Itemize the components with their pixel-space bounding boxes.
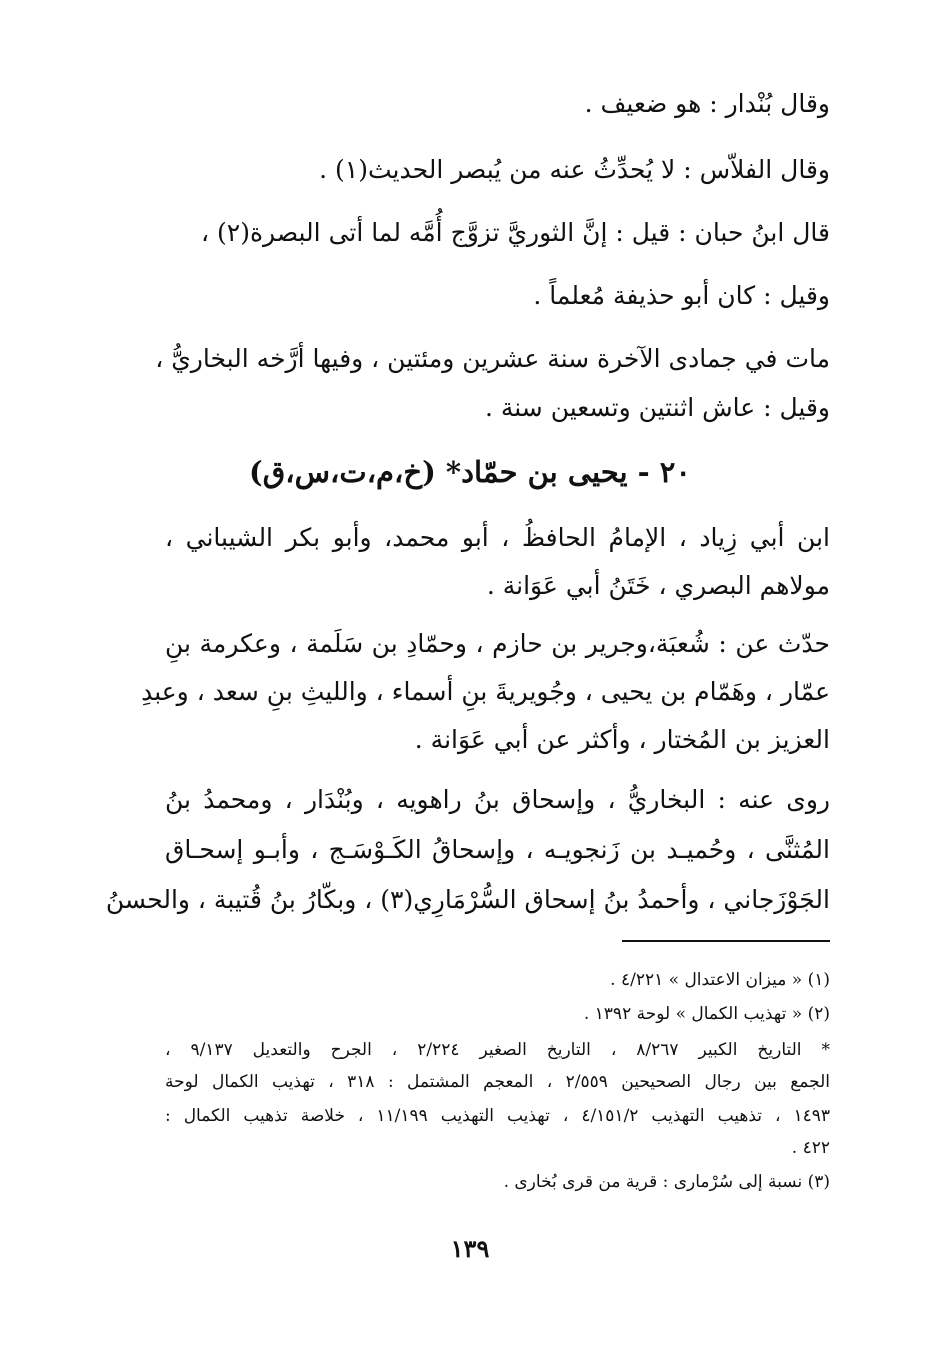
text-line: وقيل : كان أبو حذيفة مُعلماً . — [533, 281, 830, 310]
text-line: وقال بُنْدار : هو ضعيف . — [584, 89, 830, 118]
text-line: الجَوْزَجاني ، وأحمدُ بنُ إسحاق السُّرْمَارِي(٣) ، وبكّارُ بنُ قُتيبة ، والحسنُ — [105, 885, 830, 914]
text-line: روى عنه : البخاريُّ ، وإسحاق بنُ راهويه ، وبُنْدَار ، ومحمدُ بنُ — [165, 785, 830, 814]
text-line: قال ابنُ حبان : قيل : إنَّ الثوريَّ تزوَّج أُمَّه لما أتى البصرة(٢) ، — [200, 218, 830, 247]
footnote-star-line: * التاريخ الكبير ٨/٢٦٧ ، التاريخ الصغير ٢/٢٢٤ ، الجرح والتعديل ٩/١٣٧ ، — [165, 1040, 830, 1060]
text-line: المُثنَّى ، وحُميـد بن زَنجويـه ، وإسحاقُ الكَـوْسَـج ، وأبـو إسحـاق — [165, 835, 830, 864]
text-line: ابن أبي زِياد ، الإمامُ الحافظُ ، أبو محمد، وأبو بكر الشيباني ، — [165, 523, 830, 552]
entry-heading: ٢٠ - يحيى بن حمّاد* (خ،م،ت،س،ق) — [249, 455, 691, 489]
footnote-3: (٣) نسبة إلى سُرْمارى : قرية من قرى بُخارى . — [503, 1172, 830, 1192]
text-line: حدّث عن : شُعبَة،وجرير بن حازم ، وحمّادِ بن سَلَمة ، وعكرمة بنِ — [165, 629, 830, 658]
footnote-star-line: ١٤٩٣ ، تذهيب التهذيب ٤/١٥١/٢ ، تهذيب التهذيب ١١/١٩٩ ، خلاصة تذهيب الكمال : — [165, 1106, 831, 1126]
footnote-1: (١) « ميزان الاعتدال » ٤/٢٢١ . — [610, 970, 830, 990]
text-line: مات في جمادى الآخرة سنة عشرين ومئتين ، وفيها أرَّخه البخاريُّ ، — [155, 344, 830, 373]
text-line: وقيل : عاش اثنتين وتسعين سنة . — [484, 393, 830, 422]
text-line: العزيز بن المُختار ، وأكثر عن أبي عَوَانة . — [414, 725, 830, 754]
text-line: عمّار ، وهَمّام بن يحيى ، وجُويريةَ بنِ أسماء ، والليثِ بنِ سعد ، وعبدِ — [141, 677, 830, 706]
footnote-2: (٢) « تهذيب الكمال » لوحة ١٣٩٢ . — [583, 1004, 830, 1024]
footnote-separator — [622, 940, 830, 942]
footnote-star-line: الجمع بين رجال الصحيحين ٢/٥٥٩ ، المعجم المشتمل : ٣١٨ ، تهذيب الكمال لوحة — [165, 1072, 830, 1092]
footnote-star-line: ٤٢٢ . — [791, 1138, 830, 1158]
text-line: وقال الفلاّس : لا يُحدِّثُ عنه من يُبصر الحديث(١) . — [319, 155, 830, 184]
text-line: مولاهم البصري ، خَتَنُ أبي عَوَانة . — [486, 571, 830, 600]
page-number: ١٣٩ — [450, 1234, 490, 1263]
